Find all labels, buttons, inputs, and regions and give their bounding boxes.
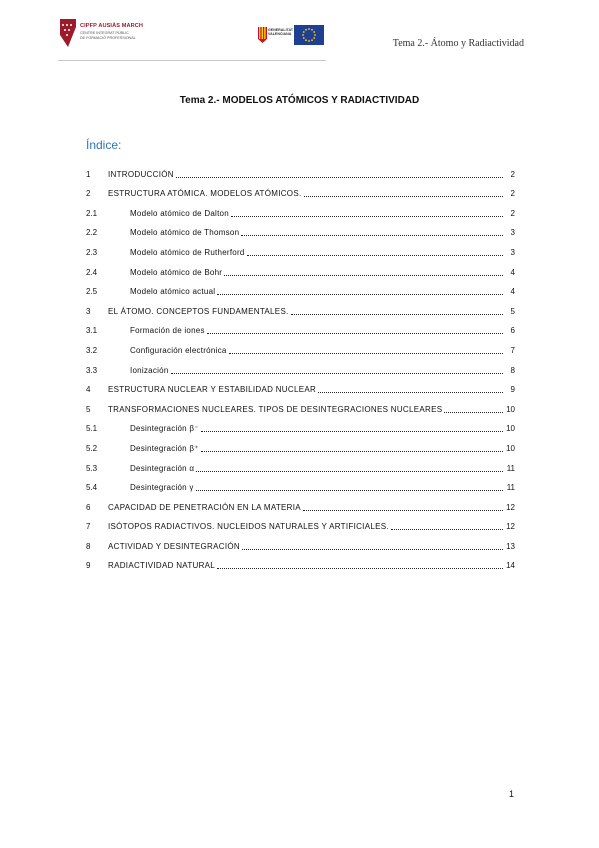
toc-entry-label: Ionización [130, 365, 169, 375]
toc-dot-leader [291, 313, 503, 315]
toc-entry-number: 3.1 [86, 326, 98, 336]
toc-dot-leader [247, 254, 503, 256]
toc-entry[interactable] [86, 376, 515, 396]
toc-entry-label: Modelo atómico de Dalton [130, 208, 229, 218]
toc-entry-number: 3 [86, 306, 91, 316]
table-of-contents [86, 160, 515, 571]
toc-entry[interactable] [86, 454, 515, 474]
toc-entry[interactable] [86, 180, 515, 200]
page-number: 1 [508, 789, 514, 799]
toc-entry-number: 2.2 [86, 228, 98, 238]
toc-entry-number: 2 [86, 189, 91, 199]
toc-entry-page: 14 [506, 561, 515, 571]
running-head: Tema 2.- Átomo y Radiactividad [392, 38, 524, 49]
toc-entry[interactable] [86, 160, 515, 180]
toc-entry-number: 1 [86, 169, 91, 179]
toc-dot-leader [217, 567, 503, 569]
toc-entry[interactable] [86, 493, 515, 513]
toc-entry-label: CAPACIDAD DE PENETRACIÓN EN LA MATERIA [108, 502, 301, 512]
toc-entry-page: 4 [510, 287, 515, 297]
toc-entry[interactable] [86, 395, 515, 415]
toc-entry-page: 2 [510, 189, 515, 199]
cipfp-logo-mark [58, 17, 78, 55]
toc-entry-label: Desintegración α [130, 463, 195, 473]
toc-entry[interactable] [86, 317, 515, 337]
toc-entry-page: 12 [506, 522, 515, 532]
toc-entry[interactable] [86, 297, 515, 317]
generalitat-text-line2: VALENCIANA [268, 32, 292, 37]
toc-dot-leader [196, 470, 503, 472]
toc-dot-leader [224, 274, 503, 276]
toc-dot-leader [229, 352, 503, 354]
toc-entry-page: 11 [506, 483, 515, 493]
toc-entry-page: 10 [506, 404, 515, 414]
toc-entry-page: 10 [506, 424, 515, 434]
toc-entry-page: 8 [510, 365, 515, 375]
toc-entry[interactable] [86, 258, 515, 278]
toc-entry-number: 9 [86, 561, 91, 571]
toc-entry[interactable] [86, 219, 515, 239]
toc-entry-number: 8 [86, 541, 91, 551]
toc-entry-number: 5.1 [86, 424, 98, 434]
toc-entry[interactable] [86, 336, 515, 356]
toc-dot-leader [303, 509, 503, 511]
school-subtitle-line2: DE FORMACIÓ PROFESSIONAL [80, 35, 136, 40]
toc-entry-page: 2 [510, 208, 515, 218]
toc-entry-page: 12 [506, 502, 515, 512]
toc-entry-number: 5.3 [86, 463, 98, 473]
generalitat-logo [258, 26, 294, 48]
toc-entry[interactable] [86, 552, 515, 572]
toc-entry[interactable] [86, 513, 515, 533]
cipfp-logo [58, 17, 150, 55]
toc-entry-label: Configuración electrónica [130, 345, 227, 355]
toc-entry-page: 10 [506, 443, 515, 453]
toc-entry[interactable] [86, 199, 515, 219]
toc-entry-number: 3.3 [86, 365, 98, 375]
toc-entry-number: 4 [86, 385, 91, 395]
toc-entry-page: 7 [510, 345, 515, 355]
toc-dot-leader [207, 332, 503, 334]
toc-entry[interactable] [86, 434, 515, 454]
toc-entry-page: 2 [510, 169, 515, 179]
toc-entry-number: 7 [86, 522, 91, 532]
toc-dot-leader [318, 391, 503, 393]
toc-entry-number: 3.2 [86, 345, 98, 355]
toc-dot-leader [241, 234, 503, 236]
toc-entry-number: 2.1 [86, 208, 98, 218]
toc-entry[interactable] [86, 474, 515, 494]
toc-dot-leader [444, 411, 503, 413]
toc-entry-page: 4 [510, 267, 515, 277]
toc-dot-leader [201, 430, 503, 432]
toc-entry-label: ESTRUCTURA NUCLEAR Y ESTABILIDAD NUCLEAR [108, 385, 317, 395]
generalitat-text-line1: GENERALITAT [268, 28, 294, 32]
toc-dot-leader [201, 450, 503, 452]
toc-entry-label: Desintegración β⁻ [130, 424, 199, 434]
toc-entry-label: EL ÁTOMO. CONCEPTOS FUNDAMENTALES. [108, 306, 289, 316]
toc-entry-label: ACTIVIDAD Y DESINTEGRACIÓN [108, 541, 240, 551]
toc-entry-number: 2.5 [86, 287, 98, 297]
toc-entry-label: INTRODUCCIÓN [108, 169, 174, 179]
toc-entry-label: Formación de iones [130, 326, 205, 336]
eu-flag-icon [294, 25, 324, 45]
toc-entry-number: 5.2 [86, 443, 98, 453]
toc-dot-leader [176, 176, 503, 178]
eu-flag-logo [294, 25, 326, 49]
toc-entry-number: 5.4 [86, 483, 98, 493]
toc-entry-label: TRANSFORMACIONES NUCLEARES. TIPOS DE DESINTEGRACIONES NUCLEARES [108, 404, 443, 414]
toc-entry-page: 3 [510, 247, 515, 257]
toc-dot-leader [231, 215, 503, 217]
toc-entry-page: 9 [510, 385, 515, 395]
generalitat-text [268, 28, 293, 37]
toc-entry-page: 6 [510, 326, 515, 336]
toc-entry[interactable] [86, 532, 515, 552]
toc-entry-number: 6 [86, 502, 91, 512]
toc-dot-leader [217, 293, 503, 295]
toc-dot-leader [242, 548, 503, 550]
page-header [58, 14, 524, 60]
school-subtitle-line1: CENTRE INTEGRAT PÚBLIC [80, 31, 129, 35]
toc-entry-page: 5 [510, 306, 515, 316]
toc-entry[interactable] [86, 356, 515, 376]
toc-entry[interactable] [86, 415, 515, 435]
toc-dot-leader [196, 489, 503, 491]
document-title: Tema 2.- MODELOS ATÓMICOS Y RADIACTIVIDAD [179, 95, 420, 106]
toc-dot-leader [171, 372, 503, 374]
toc-entry-label: ESTRUCTURA ATÓMICA. MODELOS ATÓMICOS. [108, 189, 302, 199]
toc-entry-page: 11 [506, 463, 515, 473]
toc-entry-label: Desintegración β⁺ [130, 443, 199, 453]
toc-entry-label: Modelo atómico de Thomson [130, 228, 240, 238]
toc-entry-number: 2.3 [86, 247, 98, 257]
toc-entry-label: Desintegración γ [130, 483, 194, 493]
generalitat-shield-icon [258, 27, 267, 43]
toc-entry-page: 3 [510, 228, 515, 238]
toc-entry-label: Modelo atómico actual [130, 287, 216, 297]
toc-entry-number: 2.4 [86, 267, 98, 277]
toc-entry-label: Modelo atómico de Bohr [130, 267, 223, 277]
toc-entry[interactable] [86, 238, 515, 258]
school-subtitle [80, 31, 136, 40]
header-divider [58, 60, 326, 61]
toc-dot-leader [304, 195, 504, 197]
school-name: CIPFP AUSIÀS MARCH [80, 23, 144, 29]
toc-entry-number: 5 [86, 404, 91, 414]
toc-entry-label: RADIACTIVIDAD NATURAL [108, 561, 216, 571]
index-heading: Índice: [86, 138, 122, 152]
toc-dot-leader [391, 528, 503, 530]
toc-entry[interactable] [86, 278, 515, 298]
toc-entry-label: Modelo atómico de Rutherford [130, 247, 245, 257]
toc-entry-label: ISÓTOPOS RADIACTIVOS. NUCLEIDOS NATURALES Y ARTIFICIALES. [108, 522, 389, 532]
toc-entry-page: 13 [506, 541, 515, 551]
